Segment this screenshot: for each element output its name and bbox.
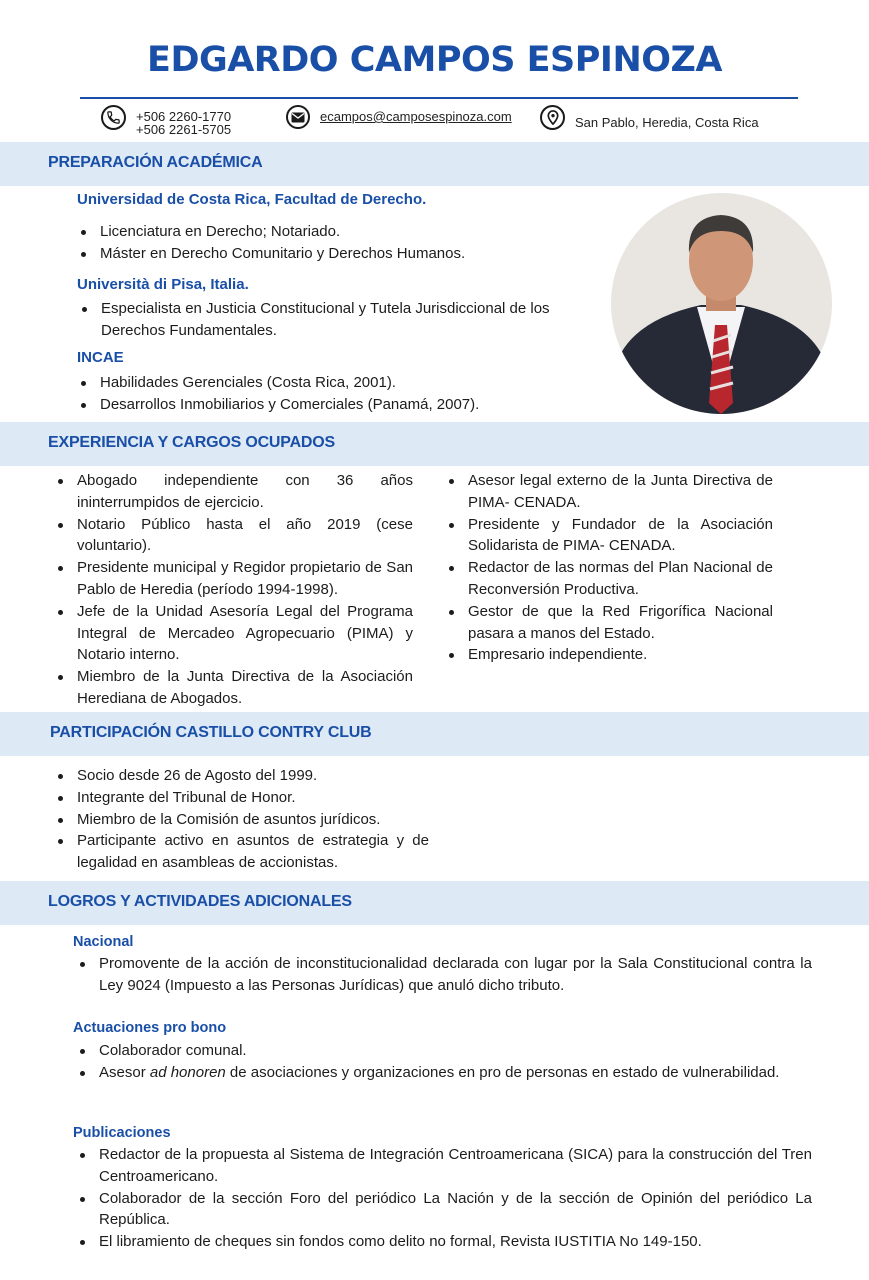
profile-photo: [611, 193, 832, 414]
list-item: Presidente y Fundador de la Asociación Solidarista de PIMA- CENADA.: [445, 514, 773, 558]
edu-pisa-list: [78, 298, 552, 342]
list-item: Promovente de la acción de inconstitucionalidad declarada con lugar por la Sala Constitucional contra la Ley 9024 (Impuesto a las Personas Jurídicas) que anuló dicho tributo.: [76, 953, 812, 997]
list-item: Socio desde 26 de Agosto del 1999.: [54, 765, 429, 787]
section-club-header: [0, 712, 869, 756]
candidate-name: EDGARDO CAMPOS ESPINOZA: [147, 40, 722, 80]
list-item: Asesor ad honoren de asociaciones y organizaciones en pro de personas en estado de vulnerabilidad.: [76, 1062, 812, 1084]
section-experience-header: [0, 422, 869, 466]
club-list: [54, 765, 429, 874]
envelope-icon: [286, 105, 310, 129]
edu-ucr-list: [77, 221, 557, 265]
list-item: Asesor legal externo de la Junta Directiva de PIMA- CENADA.: [445, 470, 773, 514]
list-item: Participante activo en asuntos de estrategia y de legalidad en asambleas de accionistas.: [54, 830, 429, 874]
edu-ucr-title: Universidad de Costa Rica, Facultad de Derecho.: [77, 191, 427, 208]
phone-number-2: +506 2261-5705: [136, 122, 232, 137]
list-item: Presidente municipal y Regidor propietario de San Pablo de Heredia (período 1994-1998).: [54, 557, 413, 601]
phone-number-1: +506 2260-1770: [136, 109, 232, 124]
list-item: Gestor de que la Red Frigorífica Nacional pasara a manos del Estado.: [445, 601, 773, 645]
publicaciones-list: [76, 1144, 812, 1253]
list-item: El libramiento de cheques sin fondos como delito no formal, Revista IUSTITIA No 149-150.: [76, 1231, 812, 1253]
list-item: Miembro de la Junta Directiva de la Asociación Herediana de Abogados.: [54, 666, 413, 710]
list-item: Colaborador comunal.: [76, 1040, 812, 1062]
experience-list-right: [445, 470, 773, 666]
section-education-title: PREPARACIÓN ACADÉMICA: [48, 154, 263, 171]
list-item: Redactor de las normas del Plan Nacional de Reconversión Productiva.: [445, 557, 773, 601]
edu-incae-list: [77, 372, 557, 416]
section-achievements-header: [0, 881, 869, 925]
email-link[interactable]: ecampos@camposespinoza.com: [320, 109, 512, 124]
map-pin-icon: [540, 105, 565, 130]
list-item: Empresario independiente.: [445, 644, 773, 666]
probono-title: Actuaciones pro bono: [73, 1020, 227, 1036]
list-item: Desarrollos Inmobiliarios y Comerciales (Panamá, 2007).: [77, 394, 557, 416]
section-experience-title: EXPERIENCIA Y CARGOS OCUPADOS: [48, 434, 335, 451]
contact-location: [540, 104, 759, 130]
list-item: Notario Público hasta el año 2019 (cese voluntario).: [54, 514, 413, 558]
section-education-header: [0, 142, 869, 186]
contact-email: [286, 104, 512, 129]
edu-pisa-title: Università di Pisa, Italia.: [77, 276, 249, 293]
edu-incae-title: INCAE: [77, 349, 124, 366]
nacional-list: [76, 953, 812, 997]
ad-honoren-text: ad honoren: [149, 1063, 226, 1081]
list-item: Habilidades Gerenciales (Costa Rica, 2001).: [77, 372, 557, 394]
location-text: San Pablo, Heredia, Costa Rica: [575, 115, 759, 130]
list-item: Colaborador de la sección Foro del periódico La Nación y de la sección de Opinión del periódico La República.: [76, 1188, 812, 1232]
list-item: Miembro de la Comisión de asuntos jurídicos.: [54, 809, 429, 831]
header-divider: [80, 97, 798, 99]
list-item: Especialista en Justicia Constitucional y Tutela Jurisdiccional de los Derechos Fundamentales.: [78, 298, 552, 342]
list-item: Máster en Derecho Comunitario y Derechos Humanos.: [77, 243, 557, 265]
experience-list-left: [54, 470, 413, 710]
contact-phone: [101, 104, 231, 136]
list-item: Abogado independiente con 36 años ininterrumpidos de ejercicio.: [54, 470, 413, 514]
list-item: Redactor de la propuesta al Sistema de Integración Centroamericana (SICA) para la construcción del Tren Centroamericano.: [76, 1144, 812, 1188]
section-club-title: PARTICIPACIÓN CASTILLO CONTRY CLUB: [50, 724, 372, 741]
list-item: Jefe de la Unidad Asesoría Legal del Programa Integral de Mercadeo Agropecuario (PIMA) y Notario interno.: [54, 601, 413, 666]
list-item: Licenciatura en Derecho; Notariado.: [77, 221, 557, 243]
probono-list: [76, 1040, 812, 1084]
publicaciones-title: Publicaciones: [73, 1125, 171, 1141]
list-item: Integrante del Tribunal de Honor.: [54, 787, 429, 809]
nacional-title: Nacional: [73, 934, 134, 950]
phone-icon: [101, 105, 126, 130]
section-achievements-title: LOGROS Y ACTIVIDADES ADICIONALES: [48, 893, 352, 910]
